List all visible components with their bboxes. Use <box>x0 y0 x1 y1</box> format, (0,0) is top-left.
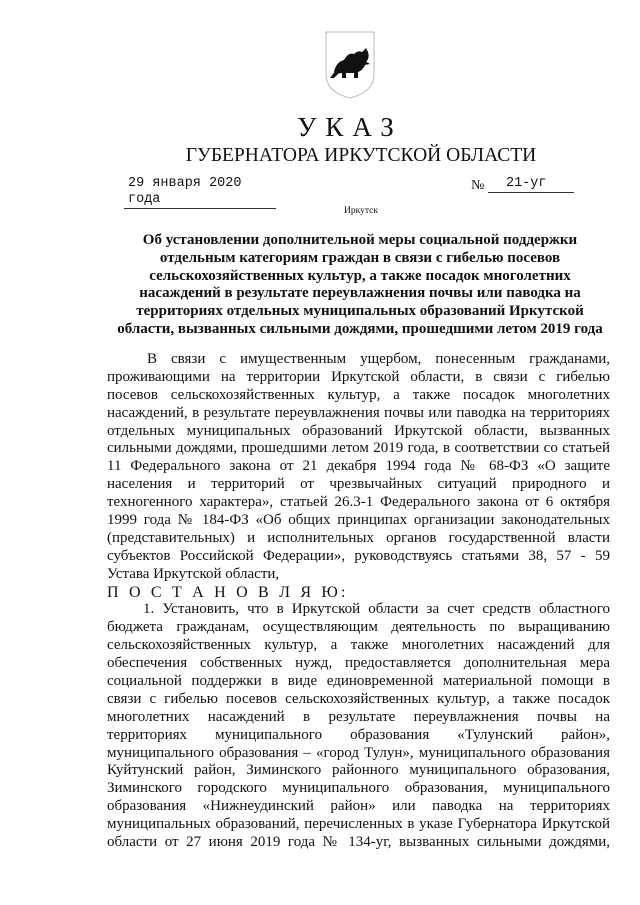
document-date: 29 января 2020 года <box>124 176 276 209</box>
clause-line: области от 27 июня 2019 года № 134-уг, вызванных сильными дождями, <box>107 834 610 851</box>
preamble-line: посевов сельскохозяйственных культур, а также посадок многолетних <box>107 386 610 403</box>
clause-line: муниципальных образований, перечисленных в указе Губернатора Иркутской <box>107 816 610 833</box>
preamble-line: В связи с имущественным ущербом, понесенным гражданами, <box>147 351 610 367</box>
preamble-line: насаждений, в результате переувлажнения почвы или паводка на территориях <box>107 404 610 421</box>
document-number: 21-уг <box>488 176 574 193</box>
preamble-line: 1999 года № 184-ФЗ «Об общих принципах организации законодательных <box>107 512 610 529</box>
preamble-line: техногенного характера», статьей 26.3-1 Федерального закона от 6 октября <box>107 494 610 511</box>
document-title: УКАЗ <box>297 112 403 142</box>
preamble-line: населения и территорий от чрезвычайных ситуаций природного и <box>107 476 610 493</box>
clause-line: обеспечения собственных нужд, предоставляется дополнительная мера <box>107 655 610 672</box>
postanovlyayu-heading: П О С Т А Н О В Л Я Ю: <box>107 583 349 601</box>
preamble-line: 11 Федерального закона от 21 декабря 1994 года № 68-ФЗ «О защите <box>107 458 610 475</box>
preamble-line: сильными дождями, прошедшими летом 2019 года, в соответствии со статьей <box>107 440 610 457</box>
clause-line: территориях муниципального образования «Тулунский район», <box>107 726 610 743</box>
preamble-line: отдельных муниципальных образований Иркутской области, вызванных <box>107 422 610 439</box>
clause-line: связи с гибелью посевов сельскохозяйственных культур, а также посадок <box>107 690 610 707</box>
preamble-line: субъектов Российской Федерации», руководствуясь статьями 38, 57 - 59 <box>107 547 610 564</box>
clause-line: многолетних насаждений в результате переувлажнения почвы на <box>107 708 610 725</box>
heading-line: сельскохозяйственных культур, а также посадок многолетних <box>149 267 571 284</box>
document-subtitle: ГУБЕРНАТОРА ИРКУТСКОЙ ОБЛАСТИ <box>185 145 537 166</box>
preamble-line: (представительных) и исполнительных органов государственной власти <box>107 529 610 546</box>
document-city: Иркутск <box>344 206 378 216</box>
heading-line: области, вызванных сильными дождями, прошедшими летом 2019 года <box>117 320 603 337</box>
document-heading <box>100 232 620 339</box>
preamble-line: проживающими на территории Иркутской области, в связи с гибелью <box>107 368 610 385</box>
clause-line: сельскохозяйственных культур, а также многолетних насаждений для <box>107 637 610 654</box>
heading-line: насаждений в результате переувлажнения почвы или паводка на <box>139 285 581 302</box>
document-number-label: № <box>471 178 485 193</box>
clause-line: Зиминского городского муниципального образования, муниципального <box>107 780 610 797</box>
preamble-line: Устава Иркутской области, <box>107 565 280 582</box>
clause-line: социальной поддержки в виде единовременной материальной помощи в <box>107 673 610 690</box>
heading-line: отдельным категориям граждан в связи с гибелью посевов <box>159 249 561 266</box>
clause-line: муниципального образования – «город Тулун», муниципального образования <box>107 744 610 761</box>
heading-line: территориях отдельных муниципальных образований Иркутской <box>136 303 584 320</box>
heading-line: Об установлении дополнительной меры социальной поддержки <box>142 232 578 248</box>
clause-line: Куйтунский район, Зиминского районного муниципального образования, <box>107 762 610 779</box>
clause-line: 1. Установить, что в Иркутской области за счет средств областного <box>143 601 610 618</box>
document-body <box>107 351 610 852</box>
clause-line: образования «Нижнеудинский район» или паводка на территориях <box>107 798 610 815</box>
clause-line: бюджета гражданам, осуществляющим деятельность по выращиванию <box>107 619 610 636</box>
irkutsk-coat-of-arms-icon <box>324 28 376 100</box>
